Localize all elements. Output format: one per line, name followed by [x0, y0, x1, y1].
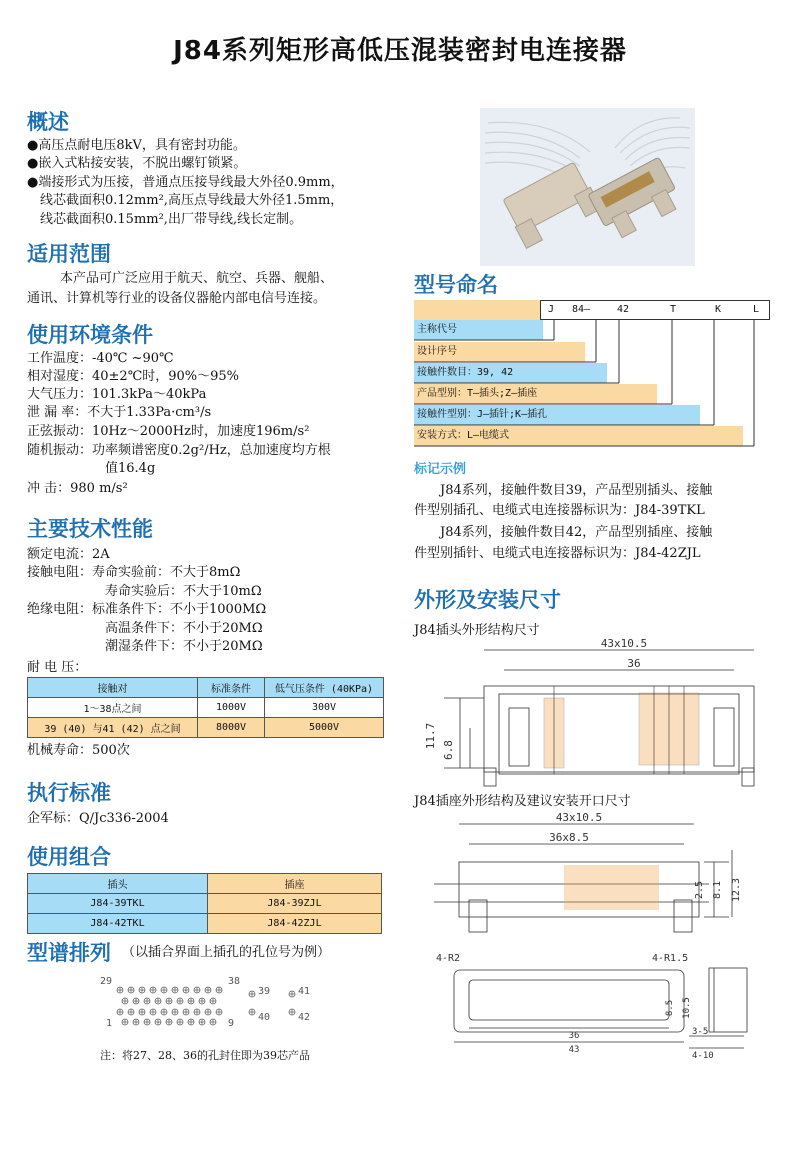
- cutout-drawing: [414, 948, 774, 1060]
- socket-caption: J84插座外形结构及建议安装开口尺寸: [414, 794, 631, 809]
- naming-code: T: [670, 304, 677, 315]
- plug-dim-label: 6.8: [442, 740, 455, 760]
- pin-label: 42: [298, 1012, 311, 1023]
- page-title: J84系列矩形高低压混装密封电连接器: [173, 36, 627, 66]
- env-line: 相对湿度：40±2℃时，90%～95%: [27, 369, 240, 384]
- pin-label: 9: [228, 1018, 235, 1029]
- voltage-col-header: 接触对: [28, 678, 198, 698]
- pin-layout-diagram: [100, 976, 330, 1036]
- voltage-cell: 1～38点之间: [28, 698, 198, 718]
- env-line: 冲 击：980 m/s²: [27, 481, 128, 496]
- plug-drawing: [414, 638, 774, 788]
- cutout-dim-label: 36: [568, 1031, 580, 1041]
- perf-line: 接触电阻：寿命实验前：不大于8mΩ: [27, 565, 241, 580]
- combo-heading: 使用组合: [27, 845, 111, 869]
- socket-dim-label: 2.5: [694, 880, 705, 900]
- naming-heading: 型号命名: [414, 273, 498, 297]
- plug-dim-label: 11.7: [424, 722, 437, 750]
- example-line: 件型别插针、电缆式电连接器标识为：J84-42ZJL: [414, 546, 701, 561]
- socket-dim-label: 36x8.5: [549, 831, 589, 844]
- overview-line: ●嵌入式粘接安装，不脱出螺钉锁紧。: [27, 156, 247, 171]
- env-line: 工作温度：-40℃ ~90℃: [27, 351, 174, 366]
- example-line: J84系列，接触件数目39，产品型别插头、接触: [440, 483, 713, 498]
- table-row: [28, 698, 384, 718]
- plug-dim-label: 36: [627, 657, 641, 670]
- cutout-dim-label: 4-R1.5: [652, 953, 689, 964]
- voltage-cell: 300V: [265, 698, 384, 718]
- example-line: J84系列，接触件数目42，产品型别插座、接触: [440, 525, 713, 540]
- scope-line: 本产品可广泛应用于航天、航空、兵器、舰船、: [60, 271, 334, 286]
- socket-dim-label: 12.3: [731, 877, 742, 903]
- pin-label: 40: [258, 1012, 271, 1023]
- overview-line: ●端接形式为压接，普通点压接导线最大外径0.9mm，: [27, 175, 344, 190]
- combo-col-header: 插座: [208, 874, 382, 894]
- pin-label: 39: [258, 986, 271, 997]
- voltage-col-header: 低气压条件 (40KPa): [265, 678, 384, 698]
- standard-text: 企军标：Q/Jc336-2004: [27, 811, 169, 826]
- naming-row: 安装方式：L—电缆式: [414, 426, 743, 446]
- pin-holes: [100, 976, 330, 1036]
- perf-heading: 主要技术性能: [27, 517, 153, 541]
- socket-dim-label: 8.1: [712, 880, 723, 900]
- naming-code: L: [753, 304, 760, 315]
- naming-row: 接触件型别：J—插针;K—插孔: [414, 405, 700, 425]
- cutout-dim-label: 3-5: [692, 1027, 709, 1037]
- overview-line: ●高压点耐电压8kV，具有密封功能。: [27, 138, 246, 153]
- table-row: [28, 914, 382, 934]
- product-photo: [480, 108, 695, 266]
- layout-note: 注：将27、28、36的孔封住即为39芯产品: [100, 1049, 310, 1062]
- standard-heading: 执行标准: [27, 781, 111, 805]
- overview-line: 线芯截面积0.12mm²,高压点导线最大外径1.5mm，: [40, 193, 344, 208]
- naming-row: 产品型别：T—插头;Z—插座: [414, 384, 657, 404]
- env-line: 大气压力：101.3kPa～40kPa: [27, 387, 207, 402]
- naming-row: 设计序号: [414, 342, 585, 362]
- voltage-table: [27, 677, 384, 738]
- cutout-dim-label: 8.5: [665, 999, 675, 1017]
- overview-heading: 概述: [27, 110, 69, 134]
- env-line: 泄 漏 率：不大于1.33Pa·cm³/s: [27, 405, 212, 420]
- combo-table: [27, 873, 382, 934]
- voltage-cell: 8000V: [198, 718, 265, 738]
- pin-label: 29: [100, 976, 113, 987]
- naming-code: 84—: [572, 304, 591, 315]
- perf-line: 耐 电 压：: [27, 660, 88, 675]
- env-line: 值16.4g: [105, 461, 156, 476]
- combo-cell: J84-42TKL: [28, 914, 208, 934]
- cutout-dim-label: 4-R2: [436, 953, 461, 964]
- layout-subtitle: （以插合界面上插孔的孔位号为例）: [122, 945, 331, 960]
- env-line: 正弦振动：10Hz～2000Hz时，加速度196m/s²: [27, 424, 310, 439]
- perf-line: 绝缘电阻：标准条件下：不小于1000MΩ: [27, 602, 267, 617]
- scope-heading: 适用范围: [27, 242, 111, 266]
- voltage-col-header: 标准条件: [198, 678, 265, 698]
- connector-photo-image: [480, 108, 695, 266]
- naming-row: 主称代号: [414, 320, 543, 340]
- cutout-dim-label: 10.5: [682, 997, 692, 1019]
- combo-col-header: 插头: [28, 874, 208, 894]
- plug-dim-label: 43x10.5: [600, 638, 648, 650]
- cutout-dim-label: 43: [568, 1045, 580, 1055]
- voltage-cell: 5000V: [265, 718, 384, 738]
- layout-heading: 型谱排列: [27, 941, 111, 965]
- example-heading: 标记示例: [414, 462, 467, 477]
- table-row: [28, 718, 384, 738]
- naming-diagram: [414, 300, 770, 448]
- dims-heading: 外形及安装尺寸: [414, 588, 561, 612]
- combo-cell: J84-39TKL: [28, 894, 208, 914]
- overview-line: 线芯截面积0.15mm²,出厂带导线,线长定制。: [40, 212, 303, 227]
- socket-drawing: [414, 810, 774, 946]
- plug-caption: J84插头外形结构尺寸: [414, 623, 540, 638]
- voltage-cell: 39 (40) 与41 (42) 点之间: [28, 718, 198, 738]
- perf-line: 寿命实验后：不大于10mΩ: [105, 584, 262, 599]
- scope-line: 通讯、计算机等行业的设备仪器舱内部电信号连接。: [27, 291, 327, 306]
- voltage-cell: 1000V: [198, 698, 265, 718]
- table-row: [28, 894, 382, 914]
- cutout-dim-label: 4-10: [692, 1051, 714, 1060]
- naming-code: K: [715, 304, 722, 315]
- perf-line: 额定电流：2A: [27, 547, 110, 562]
- perf-line: 高温条件下：不小于20MΩ: [105, 621, 263, 636]
- naming-code: J: [548, 304, 555, 315]
- pin-label: 38: [228, 976, 241, 987]
- perf-line: 潮湿条件下：不小于20MΩ: [105, 639, 263, 654]
- example-line: 件型别插孔、电缆式电连接器标识为：J84-39TKL: [414, 503, 705, 518]
- perf-life: 机械寿命：500次: [27, 743, 130, 758]
- naming-row: 接触件数目：39, 42: [414, 363, 607, 383]
- combo-cell: J84-42ZJL: [208, 914, 382, 934]
- pin-label: 41: [298, 986, 311, 997]
- pin-label: 1: [106, 1018, 113, 1029]
- env-heading: 使用环境条件: [27, 323, 153, 347]
- env-line: 随机振动：功率频谱密度0.2g²/Hz，总加速度均方根: [27, 443, 331, 458]
- naming-code: 42: [617, 304, 630, 315]
- socket-dim-label: 43x10.5: [555, 811, 603, 824]
- combo-cell: J84-39ZJL: [208, 894, 382, 914]
